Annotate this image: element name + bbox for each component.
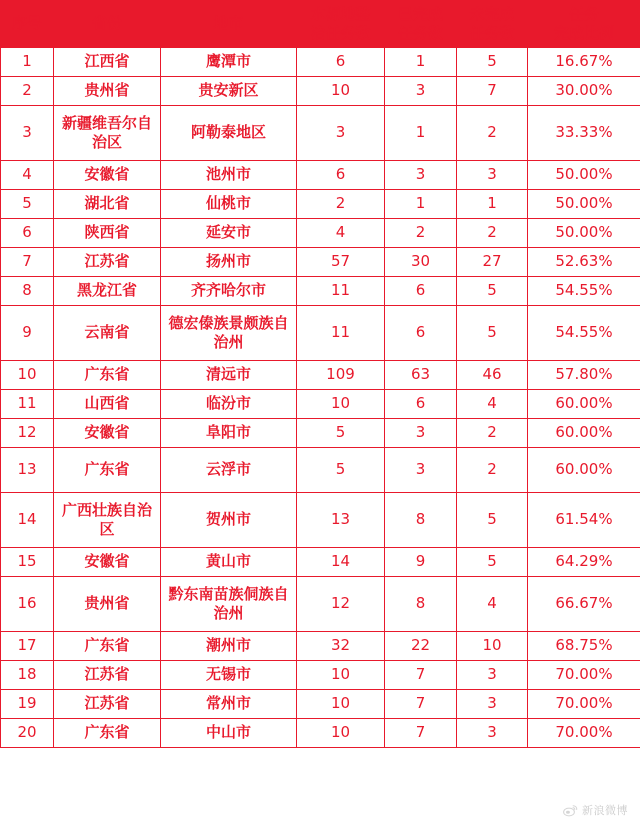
cell-completed-tasks: 3 [385, 76, 457, 105]
cell-total-tasks: 12 [297, 576, 385, 631]
table-row [1, 160, 640, 189]
cell-province: 江苏省 [54, 660, 161, 689]
column-header-uncompleted-tasks [457, 1, 528, 48]
cell-index: 5 [1, 189, 54, 218]
cell-city: 常州市 [161, 689, 297, 718]
cell-completion-ratio: 70.00% [528, 660, 640, 689]
cell-completion-ratio: 60.00% [528, 389, 640, 418]
table-row [1, 305, 640, 360]
header-line: 任务数 [397, 23, 443, 42]
cell-total-tasks: 4 [297, 218, 385, 247]
cell-city: 贵安新区 [161, 76, 297, 105]
header-line: 序号 [11, 14, 42, 33]
cell-completed-tasks: 30 [385, 247, 457, 276]
cell-index: 3 [1, 105, 54, 160]
cell-province: 山西省 [54, 389, 161, 418]
cell-province: 安徽省 [54, 547, 161, 576]
header-line: 任务数 [469, 23, 515, 42]
table-row [1, 689, 640, 718]
header-row [1, 1, 640, 48]
cell-uncompleted-tasks: 5 [457, 547, 528, 576]
cell-index: 19 [1, 689, 54, 718]
cell-total-tasks: 32 [297, 631, 385, 660]
cell-province: 贵州省 [54, 576, 161, 631]
cell-province: 贵州省 [54, 76, 161, 105]
cell-total-tasks: 11 [297, 276, 385, 305]
cell-uncompleted-tasks: 5 [457, 492, 528, 547]
cell-province: 云南省 [54, 305, 161, 360]
header-line: 治任务数 [310, 23, 371, 42]
cell-completed-tasks: 1 [385, 189, 457, 218]
header-line: 已完成 [397, 5, 443, 23]
cell-index: 4 [1, 160, 54, 189]
cell-completed-tasks: 3 [385, 447, 457, 492]
cell-index: 18 [1, 660, 54, 689]
cell-completed-tasks: 7 [385, 689, 457, 718]
cell-city: 德宏傣族景颇族自治州 [161, 305, 297, 360]
cell-completion-ratio: 70.00% [528, 689, 640, 718]
cell-index: 7 [1, 247, 54, 276]
cell-total-tasks: 57 [297, 247, 385, 276]
cell-city: 临汾市 [161, 389, 297, 418]
cell-total-tasks: 3 [297, 105, 385, 160]
cell-total-tasks: 2 [297, 189, 385, 218]
cell-completed-tasks: 6 [385, 389, 457, 418]
cell-city: 无锡市 [161, 660, 297, 689]
cell-completion-ratio: 57.80% [528, 360, 640, 389]
cell-completion-ratio: 50.00% [528, 218, 640, 247]
cell-city: 仙桃市 [161, 189, 297, 218]
table-row [1, 276, 640, 305]
cell-index: 8 [1, 276, 54, 305]
cell-index: 11 [1, 389, 54, 418]
cell-completion-ratio: 68.75% [528, 631, 640, 660]
column-header-total-tasks [297, 1, 385, 48]
table-row [1, 105, 640, 160]
cell-completion-ratio: 60.00% [528, 418, 640, 447]
cell-index: 13 [1, 447, 54, 492]
cell-uncompleted-tasks: 4 [457, 389, 528, 418]
cell-total-tasks: 5 [297, 418, 385, 447]
cell-completion-ratio: 16.67% [528, 47, 640, 76]
header-line: 省份 [91, 14, 122, 33]
cell-province: 江西省 [54, 47, 161, 76]
table-row [1, 447, 640, 492]
cell-province: 陕西省 [54, 218, 161, 247]
cell-completed-tasks: 6 [385, 305, 457, 360]
table-header [1, 1, 640, 48]
cell-uncompleted-tasks: 46 [457, 360, 528, 389]
cell-index: 16 [1, 576, 54, 631]
cell-index: 15 [1, 547, 54, 576]
cell-uncompleted-tasks: 5 [457, 47, 528, 76]
table-row [1, 218, 640, 247]
table-row [1, 718, 640, 747]
cell-index: 14 [1, 492, 54, 547]
cell-total-tasks: 10 [297, 718, 385, 747]
header-line: 完成比例 [553, 23, 614, 42]
cell-city: 云浮市 [161, 447, 297, 492]
cell-total-tasks: 6 [297, 47, 385, 76]
cell-uncompleted-tasks: 27 [457, 247, 528, 276]
table-row [1, 547, 640, 576]
table-row [1, 418, 640, 447]
cell-uncompleted-tasks: 3 [457, 689, 528, 718]
cell-city: 延安市 [161, 218, 297, 247]
cell-city: 齐齐哈尔市 [161, 276, 297, 305]
cell-uncompleted-tasks: 10 [457, 631, 528, 660]
cell-city: 阿勒泰地区 [161, 105, 297, 160]
cell-uncompleted-tasks: 3 [457, 660, 528, 689]
watermark-label: 新浪微博 [582, 804, 628, 817]
header-line: 地市 [213, 14, 244, 33]
cell-city: 黄山市 [161, 547, 297, 576]
cell-total-tasks: 14 [297, 547, 385, 576]
table-row [1, 631, 640, 660]
cell-total-tasks: 5 [297, 447, 385, 492]
table-body [1, 47, 640, 747]
cell-completed-tasks: 3 [385, 418, 457, 447]
column-header-province [54, 1, 161, 48]
cell-completed-tasks: 63 [385, 360, 457, 389]
cell-uncompleted-tasks: 5 [457, 276, 528, 305]
cell-city: 阜阳市 [161, 418, 297, 447]
cell-province: 江苏省 [54, 247, 161, 276]
table-row [1, 660, 640, 689]
cell-uncompleted-tasks: 1 [457, 189, 528, 218]
cell-province: 广东省 [54, 447, 161, 492]
table-row [1, 247, 640, 276]
cell-province: 安徽省 [54, 160, 161, 189]
cell-total-tasks: 109 [297, 360, 385, 389]
cell-index: 17 [1, 631, 54, 660]
cell-completed-tasks: 6 [385, 276, 457, 305]
cell-completion-ratio: 50.00% [528, 160, 640, 189]
column-header-completion-ratio [528, 1, 640, 48]
cell-uncompleted-tasks: 4 [457, 576, 528, 631]
cell-total-tasks: 11 [297, 305, 385, 360]
weibo-icon [563, 804, 578, 817]
cell-uncompleted-tasks: 2 [457, 447, 528, 492]
table-row [1, 389, 640, 418]
cell-province: 黑龙江省 [54, 276, 161, 305]
cell-city: 黔东南苗族侗族自治州 [161, 576, 297, 631]
table-row [1, 189, 640, 218]
cell-completed-tasks: 2 [385, 218, 457, 247]
cell-completion-ratio: 70.00% [528, 718, 640, 747]
cell-completion-ratio: 60.00% [528, 447, 640, 492]
cell-total-tasks: 10 [297, 76, 385, 105]
cell-province: 广西壮族自治区 [54, 492, 161, 547]
table-row [1, 360, 640, 389]
watermark [563, 802, 628, 818]
cell-completed-tasks: 1 [385, 105, 457, 160]
cell-index: 6 [1, 218, 54, 247]
table-row [1, 576, 640, 631]
cell-uncompleted-tasks: 3 [457, 718, 528, 747]
cell-province: 安徽省 [54, 418, 161, 447]
cell-index: 12 [1, 418, 54, 447]
cell-index: 20 [1, 718, 54, 747]
cell-uncompleted-tasks: 2 [457, 418, 528, 447]
cell-completion-ratio: 54.55% [528, 276, 640, 305]
table-row [1, 76, 640, 105]
cell-index: 2 [1, 76, 54, 105]
cell-completion-ratio: 64.29% [528, 547, 640, 576]
cell-uncompleted-tasks: 5 [457, 305, 528, 360]
cell-completion-ratio: 61.54% [528, 492, 640, 547]
cell-province: 新疆维吾尔自治区 [54, 105, 161, 160]
header-line: 未完成 [469, 5, 515, 23]
cell-city: 池州市 [161, 160, 297, 189]
table-row [1, 47, 640, 76]
cell-completed-tasks: 7 [385, 660, 457, 689]
cell-completion-ratio: 30.00% [528, 76, 640, 105]
cell-province: 江苏省 [54, 689, 161, 718]
cell-completed-tasks: 8 [385, 492, 457, 547]
cell-uncompleted-tasks: 2 [457, 218, 528, 247]
cell-uncompleted-tasks: 3 [457, 160, 528, 189]
cell-total-tasks: 13 [297, 492, 385, 547]
column-header-index [1, 1, 54, 48]
cell-completed-tasks: 1 [385, 47, 457, 76]
cell-uncompleted-tasks: 2 [457, 105, 528, 160]
cell-completed-tasks: 3 [385, 160, 457, 189]
header-line: 水源地整 [310, 5, 371, 23]
cell-total-tasks: 10 [297, 689, 385, 718]
cell-city: 贺州市 [161, 492, 297, 547]
cell-city: 清远市 [161, 360, 297, 389]
cell-province: 湖北省 [54, 189, 161, 218]
column-header-city [161, 1, 297, 48]
cell-city: 中山市 [161, 718, 297, 747]
cell-city: 扬州市 [161, 247, 297, 276]
cell-completed-tasks: 22 [385, 631, 457, 660]
header-line: 任务 [568, 5, 599, 23]
cell-completion-ratio: 33.33% [528, 105, 640, 160]
cell-total-tasks: 10 [297, 660, 385, 689]
cell-completion-ratio: 66.67% [528, 576, 640, 631]
table-row [1, 492, 640, 547]
cell-index: 10 [1, 360, 54, 389]
cell-completion-ratio: 54.55% [528, 305, 640, 360]
cell-completed-tasks: 7 [385, 718, 457, 747]
cell-index: 1 [1, 47, 54, 76]
cell-province: 广东省 [54, 360, 161, 389]
cell-province: 广东省 [54, 631, 161, 660]
cell-completion-ratio: 52.63% [528, 247, 640, 276]
cell-completion-ratio: 50.00% [528, 189, 640, 218]
cell-city: 潮州市 [161, 631, 297, 660]
cell-city: 鹰潭市 [161, 47, 297, 76]
cell-completed-tasks: 9 [385, 547, 457, 576]
cell-index: 9 [1, 305, 54, 360]
column-header-completed-tasks [385, 1, 457, 48]
cell-province: 广东省 [54, 718, 161, 747]
cell-completed-tasks: 8 [385, 576, 457, 631]
cell-uncompleted-tasks: 7 [457, 76, 528, 105]
cell-total-tasks: 6 [297, 160, 385, 189]
cell-total-tasks: 10 [297, 389, 385, 418]
